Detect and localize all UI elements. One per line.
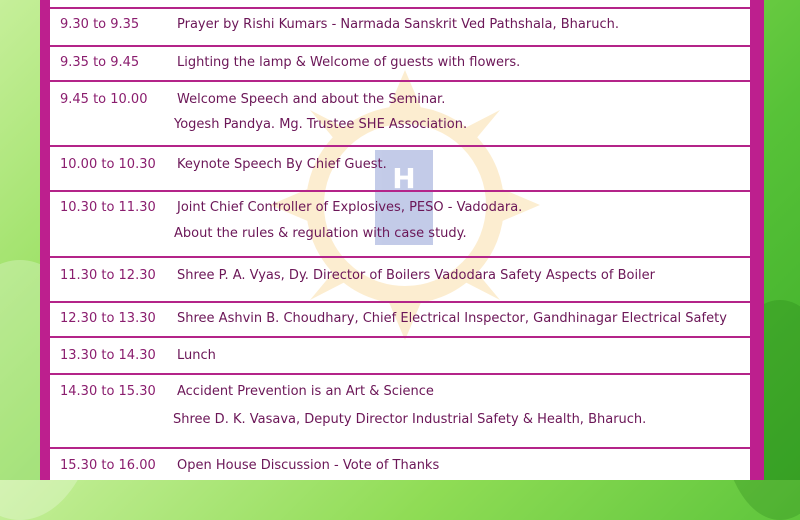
- schedule-description: Yogesh Pandya. Mg. Trustee SHE Association.: [174, 117, 468, 132]
- schedule-time: 9.45 to 10.00: [60, 92, 148, 107]
- schedule-description: Shree Ashvin B. Choudhary, Chief Electrical Inspector, Gandhinagar Electrical Safety: [177, 311, 727, 326]
- schedule-row: [50, 256, 750, 301]
- schedule-time: 12.30 to 13.30: [60, 311, 156, 326]
- schedule-row: [50, 373, 750, 447]
- schedule-description: Accident Prevention is an Art & Science: [177, 384, 434, 399]
- schedule-row: [50, 447, 750, 480]
- schedule-time: 14.30 to 15.30: [60, 384, 156, 399]
- schedule-description: Keynote Speech By Chief Guest.: [177, 157, 387, 172]
- schedule-time: 10.30 to 11.30: [60, 200, 156, 215]
- schedule-row: [50, 7, 750, 45]
- schedule-time: 9.35 to 9.45: [60, 55, 140, 70]
- schedule-description: Shree D. K. Vasava, Deputy Director Industrial Safety & Health, Bharuch.: [173, 412, 647, 427]
- schedule-row: [50, 45, 750, 80]
- schedule-description: Joint Chief Controller of Explosives, PESO - Vadodara.: [177, 200, 523, 215]
- schedule-row: [50, 145, 750, 190]
- schedule-description: About the rules & regulation with case study.: [174, 226, 467, 241]
- schedule-table: [50, 0, 750, 480]
- schedule-time: 11.30 to 12.30: [60, 268, 156, 283]
- schedule-time: 15.30 to 16.00: [60, 458, 156, 473]
- schedule-time: 13.30 to 14.30: [60, 348, 156, 363]
- svg-text:H: H: [392, 162, 416, 195]
- schedule-description: Shree P. A. Vyas, Dy. Director of Boilers Vadodara Safety Aspects of Boiler: [177, 268, 656, 283]
- schedule-description: Lunch: [177, 348, 216, 363]
- schedule-frame: [40, 0, 764, 480]
- schedule-description: Open House Discussion - Vote of Thanks: [177, 458, 440, 473]
- schedule-time: 9.30 to 9.35: [60, 17, 140, 32]
- schedule-row: [50, 190, 750, 256]
- schedule-row: [50, 301, 750, 336]
- schedule-description: Prayer by Rishi Kumars - Narmada Sanskrit Ved Pathshala, Bharuch.: [177, 17, 619, 32]
- schedule-row: [50, 336, 750, 373]
- schedule-description: Lighting the lamp & Welcome of guests with flowers.: [177, 55, 521, 70]
- schedule-time: 10.00 to 10.30: [60, 157, 156, 172]
- schedule-row: [50, 80, 750, 145]
- schedule-description: Welcome Speech and about the Seminar.: [177, 92, 446, 107]
